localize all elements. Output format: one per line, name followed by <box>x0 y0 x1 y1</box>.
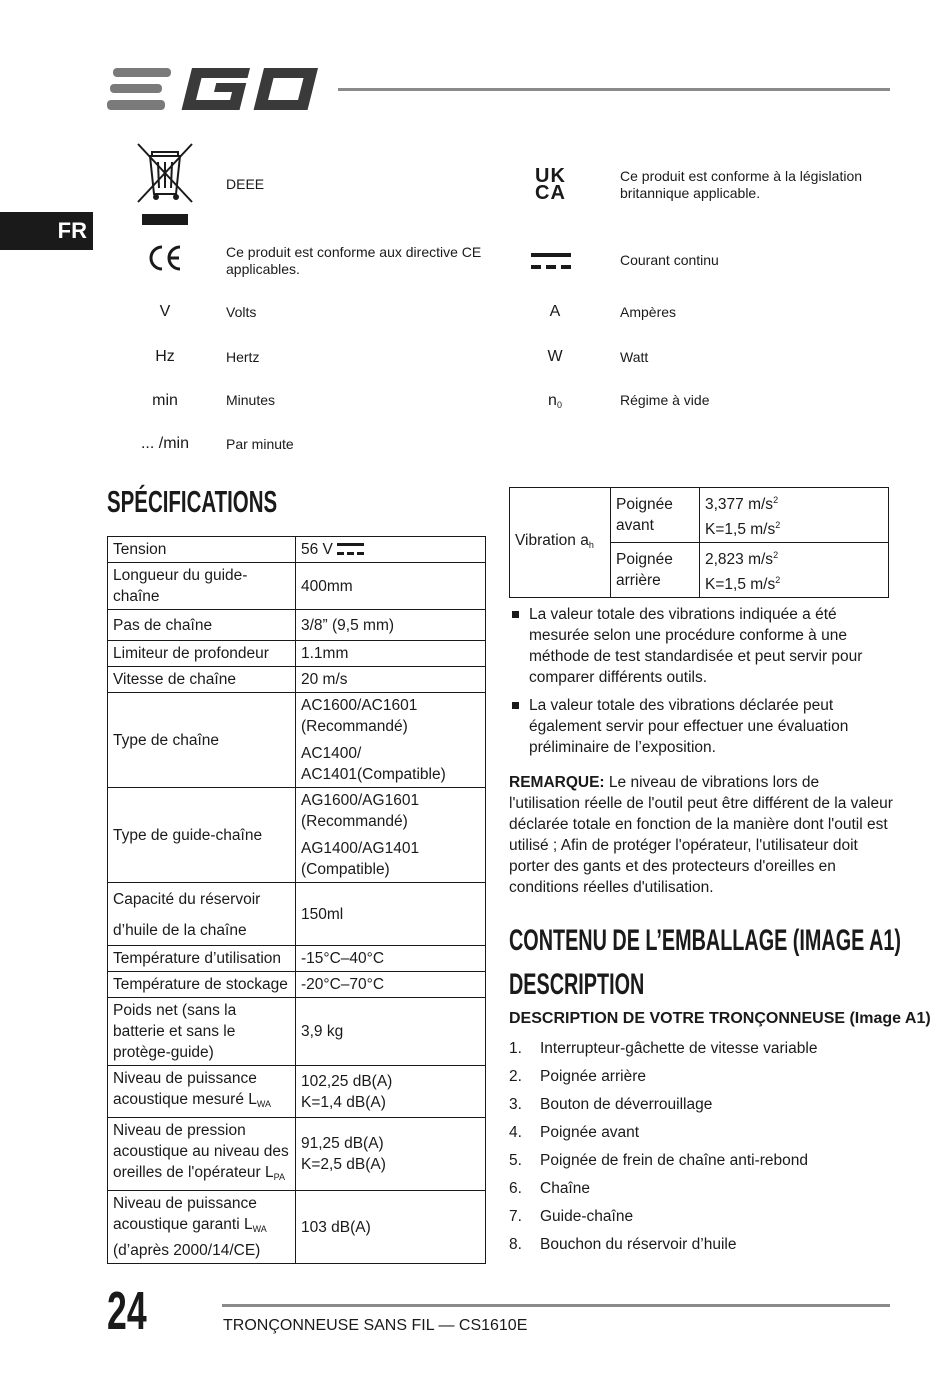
table-row <box>108 610 486 641</box>
spec-value: AG1600/AG1601 (Recommandé) AG1400/AG1401 (Compatible) <box>296 788 486 883</box>
ce-mark-icon <box>146 244 184 272</box>
list-item: 1. Interrupteur-gâchette de vitesse variable <box>509 1040 818 1057</box>
symbol-weee-text: DEEE <box>226 176 265 192</box>
vibration-notes <box>509 604 894 765</box>
vibration-key: Poignée arrière <box>611 543 700 598</box>
ego-logo <box>107 64 319 114</box>
table-row <box>108 972 486 998</box>
package-contents-heading: CONTENU DE L’EMBALLAGE (IMAGE A1) <box>509 924 901 957</box>
symbol-n0: $n_0$ <box>548 392 562 410</box>
spec-key: Niveau de pression acoustique au niveau des oreilles de l'opérateur $L_{PA}$ <box>108 1118 296 1191</box>
remark-paragraph <box>509 772 894 898</box>
table-row <box>108 641 486 667</box>
symbol-dc-text: Courant continu <box>620 252 719 268</box>
vibration-value: 2,823 $m/s^2$ K=1,5 $m/s^2$ <box>700 543 889 598</box>
symbol-v: V <box>159 303 171 320</box>
list-item: 5. Poignée de frein de chaîne anti-rebond <box>509 1152 809 1169</box>
spec-value: 103 dB(A) <box>296 1191 486 1264</box>
spec-key: Niveau de puissance acoustique garanti $L_{WA}$ (d’après 2000/14/CE) <box>108 1191 296 1264</box>
symbol-n0-text: Régime à vide <box>620 392 710 408</box>
spec-key: Pas de chaîne <box>108 610 296 641</box>
table-row <box>108 1118 486 1191</box>
footer-rule <box>222 1304 890 1307</box>
vibration-value: 3,377 $m/s^2$ K=1,5 $m/s^2$ <box>700 488 889 543</box>
table-row <box>108 883 486 946</box>
list-item: La valeur totale des vibrations déclarée peut également servir pour effectuer une évaluation préliminaire de l’exposition. <box>509 695 894 758</box>
spec-key: Capacité du réservoir d’huile de la chaîne <box>108 883 296 946</box>
spec-key: Vitesse de chaîne <box>108 667 296 693</box>
spec-value: 1.1mm <box>296 641 486 667</box>
remark-text: Le niveau de vibrations lors de l'utilisation réelle de l'outil peut être différent de la valeur déclarée totale en fonction de la manière dont l'outil est utilisé ; Afin de protéger l'opérateur, l'utilisateur doit porter des gants et des protecteurs d'oreilles en conditions réelles d'utilisation. <box>509 774 893 896</box>
symbol-ce-text: Ce produit est conforme aux directive CE applicables. <box>226 244 482 277</box>
spec-key: Température d’utilisation <box>108 946 296 972</box>
symbol-w-text: Watt <box>620 349 649 365</box>
footer-title: TRONÇONNEUSE SANS FIL — CS1610E <box>223 1317 528 1334</box>
table-row <box>108 693 486 788</box>
symbol-a-text: Ampères <box>620 304 677 320</box>
symbol-hz: Hz <box>155 348 175 365</box>
list-item: 6. Chaîne <box>509 1180 590 1197</box>
spec-key: Tension <box>108 537 296 563</box>
spec-value: 3,9 kg <box>296 998 486 1066</box>
weee-bin-icon <box>136 142 194 226</box>
spec-value: -20°C–70°C <box>296 972 486 998</box>
vibration-key: Poignée avant <box>611 488 700 543</box>
symbol-v-text: Volts <box>226 304 257 320</box>
table-row <box>108 946 486 972</box>
description-subheading: DESCRIPTION DE VOTRE TRONÇONNEUSE (Image A1) <box>509 1010 931 1027</box>
header-rule <box>338 88 890 91</box>
table-row <box>108 563 486 610</box>
table-row <box>108 1191 486 1264</box>
spec-key: Limiteur de profondeur <box>108 641 296 667</box>
vibration-table <box>509 487 889 598</box>
list-item: La valeur totale des vibrations indiquée a été mesurée selon une procédure conforme à une méthode de test standardisée et peut servir pour comparer différents outils. <box>509 604 894 688</box>
symbol-hz-text: Hertz <box>226 349 260 365</box>
specifications-table <box>107 536 486 1264</box>
list-item: 2. Poignée arrière <box>509 1068 646 1085</box>
spec-key: Type de guide-chaîne <box>108 788 296 883</box>
ukca-mark-text: UKCA <box>535 165 566 204</box>
list-item: 4. Poignée avant <box>509 1124 640 1141</box>
spec-value: AC1600/AC1601 (Recommandé) AC1400/ AC1401(Compatible) <box>296 693 486 788</box>
spec-value: 20 m/s <box>296 667 486 693</box>
spec-key: Type de chaîne <box>108 693 296 788</box>
table-row <box>108 667 486 693</box>
table-row <box>108 998 486 1066</box>
list-item: 7. Guide-chaîne <box>509 1208 634 1225</box>
symbol-a: A <box>549 303 561 320</box>
dc-current-icon <box>531 251 573 271</box>
specifications-heading: SPÉCIFICATIONS <box>107 484 278 519</box>
spec-value: 102,25 dB(A) K=1,4 dB(A) <box>296 1066 486 1118</box>
dc-current-icon <box>337 542 365 556</box>
spec-key: Longueur du guide-chaîne <box>108 563 296 610</box>
spec-value: 400mm <box>296 563 486 610</box>
symbol-w: W <box>547 348 563 365</box>
spec-key: Poids net (sans la batterie et sans le protège-guide) <box>108 998 296 1066</box>
list-item: 3. Bouton de déverrouillage <box>509 1096 713 1113</box>
spec-key: Niveau de puissance acoustique mesuré $L_{WA}$ <box>108 1066 296 1118</box>
table-row <box>510 488 889 543</box>
symbol-per-min: ... /min <box>140 435 189 452</box>
spec-value: 3/8” (9,5 mm) <box>296 610 486 641</box>
table-row <box>108 537 486 563</box>
symbol-min-text: Minutes <box>226 392 276 408</box>
vibration-label: Vibration $a_h$ <box>510 488 611 598</box>
table-row <box>108 788 486 883</box>
symbol-per-min-text: Par minute <box>226 436 294 452</box>
list-item: 8. Bouchon du réservoir d’huile <box>509 1236 737 1253</box>
spec-value: 56 V <box>296 537 486 563</box>
table-row <box>108 1066 486 1118</box>
page-number: 24 <box>107 1281 147 1341</box>
remark-label: REMARQUE: <box>509 774 605 791</box>
spec-value: 91,25 dB(A) K=2,5 dB(A) <box>296 1118 486 1191</box>
language-tab: FR <box>0 212 93 250</box>
spec-key: Température de stockage <box>108 972 296 998</box>
ukca-mark-icon <box>535 165 577 204</box>
symbol-min: min <box>152 392 178 409</box>
description-list <box>509 1038 817 1262</box>
description-heading: DESCRIPTION <box>509 968 645 1001</box>
spec-value: -15°C–40°C <box>296 946 486 972</box>
symbol-ukca-text: Ce produit est conforme à la législation britannique applicable. <box>620 168 863 201</box>
spec-value: 150ml <box>296 883 486 946</box>
